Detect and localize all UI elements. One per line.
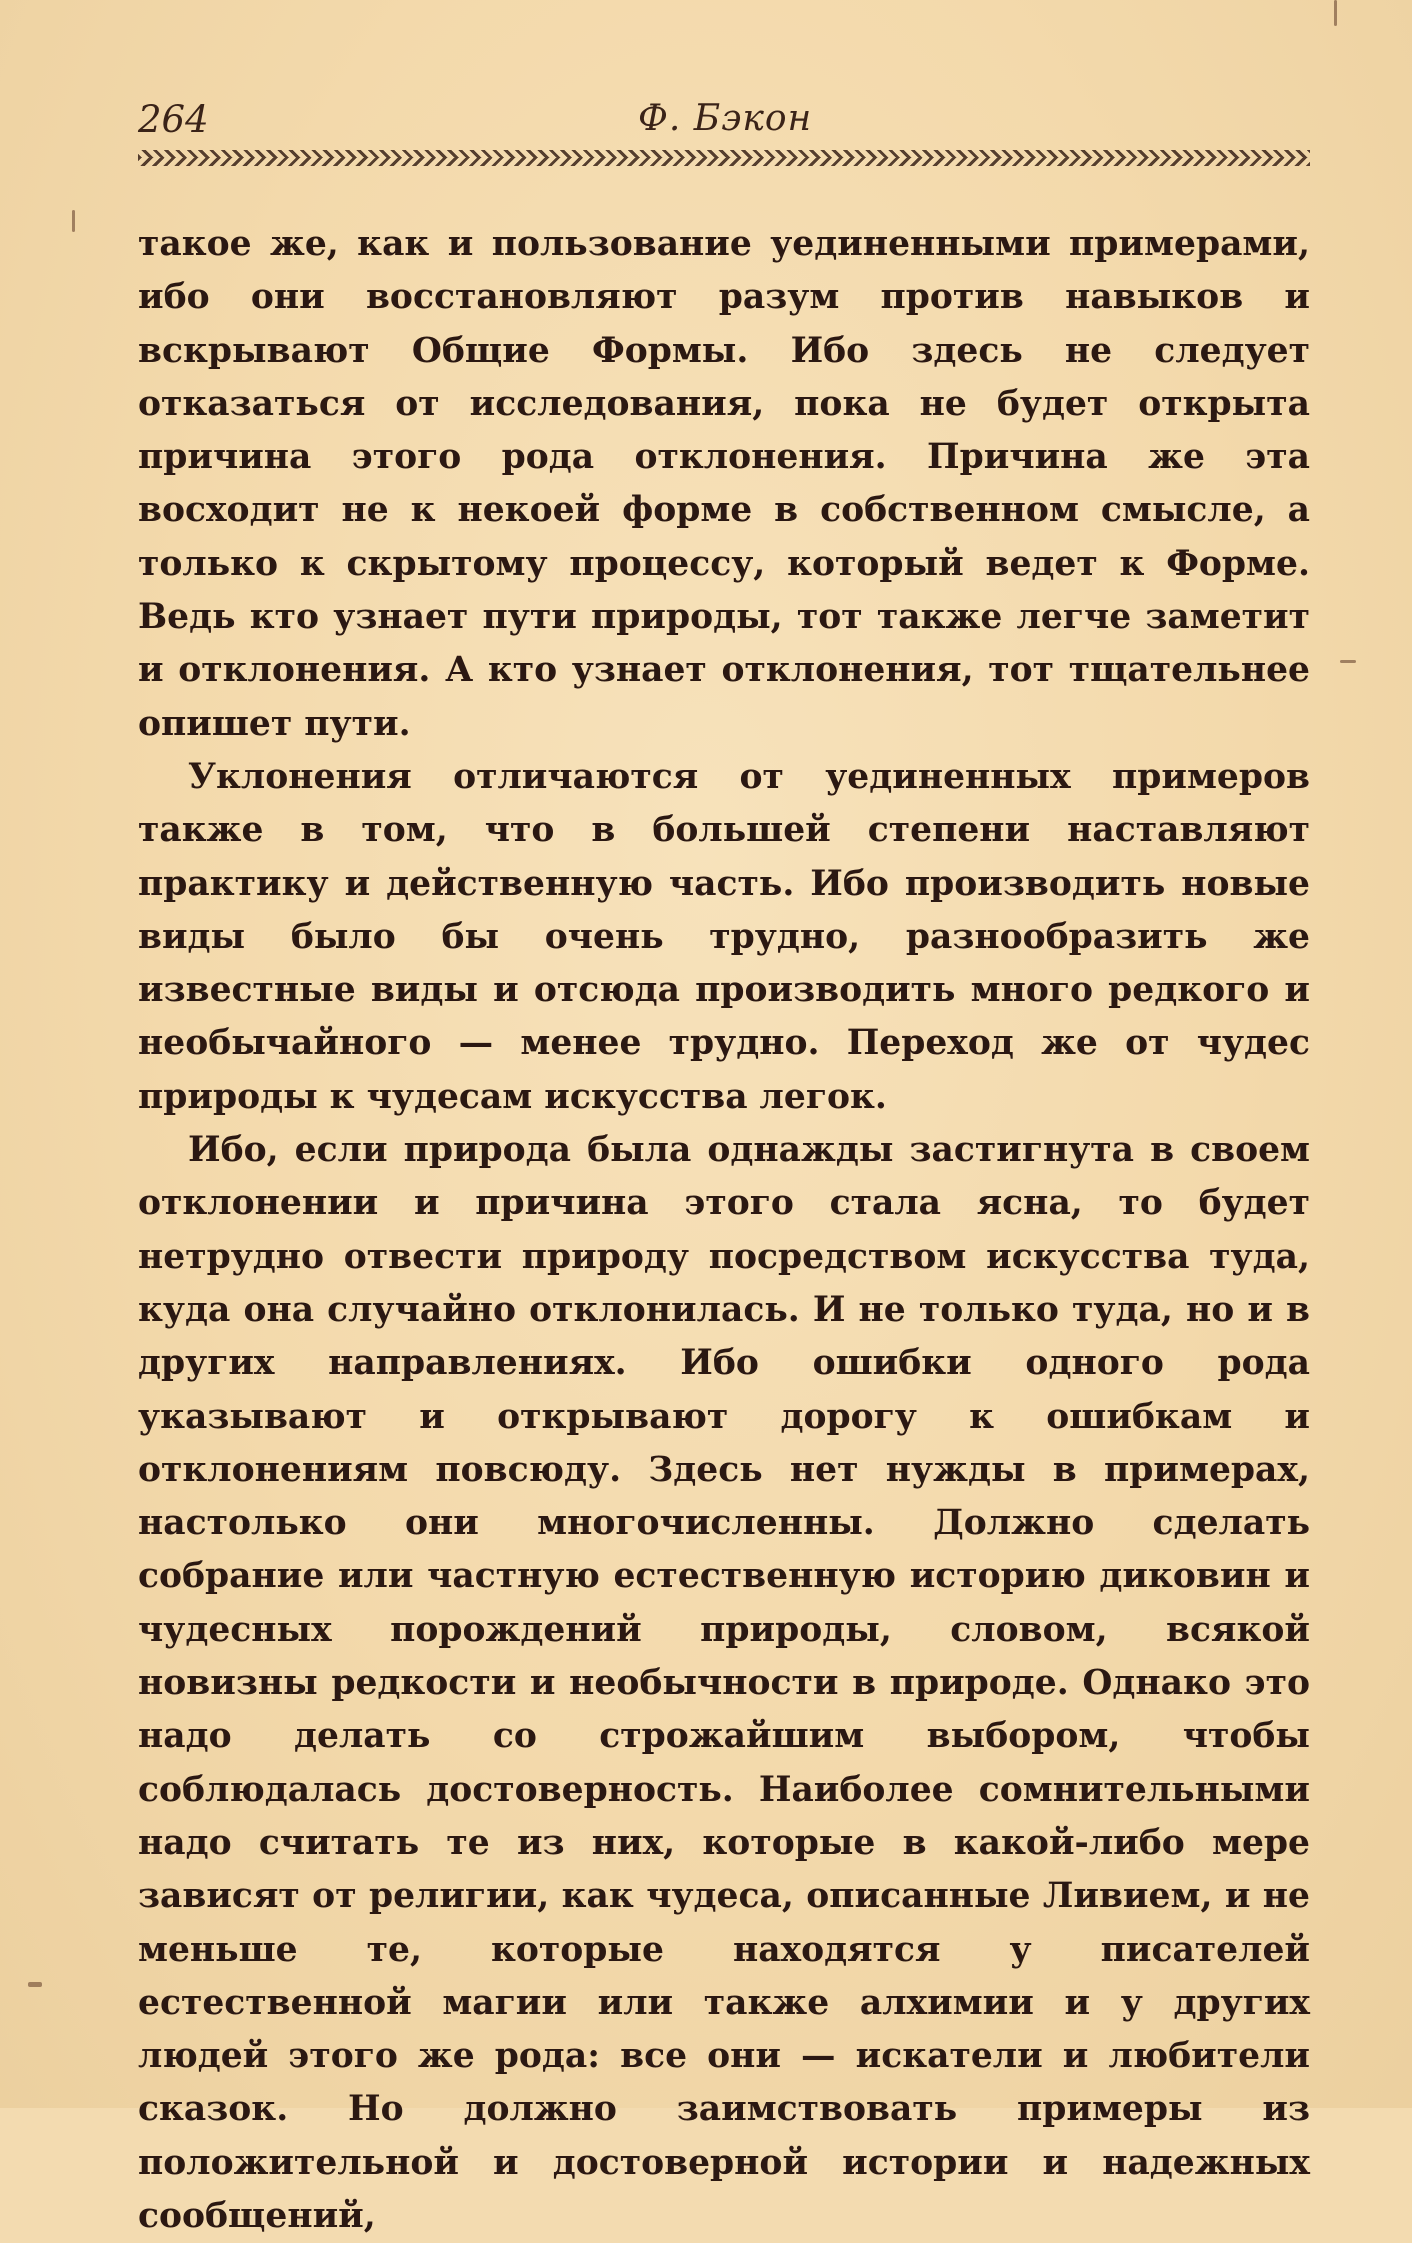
- paragraph-1: такое же, как и пользование уединенными примерами, ибо они восстановляют разум против навыков и вскрывают Общие Формы. Ибо здесь не следует отказаться от исследования, пока не будет открыта причина этого рода отклонения. Причина же эта восходит не к некоей форме в собственном смысле, а только к скрытому процессу, который ведет к Форме. Ведь кто узнает пути природы, тот также легче заметит и отклонения. А кто узнает отклонения, тот тщательнее опишет пути.: [138, 224, 1310, 744]
- running-head: [138, 92, 1310, 148]
- scan-speck: [1340, 660, 1356, 663]
- page-number: 264: [138, 98, 209, 141]
- ornamental-rule: [138, 150, 1310, 166]
- running-title: Ф. Бэкон: [638, 98, 813, 139]
- paragraph-2: Уклонения отличаются от уединенных примеров также в том, что в большей степени наставляют практику и действенную часть. Ибо производить новые виды было бы очень трудно, разнообразить же известные виды и отсюда производить много редкого и необычайного — менее трудно. Переход же от чудес природы к чудесам искусства легок.: [138, 756, 1310, 1117]
- scan-speck: [28, 1982, 42, 1987]
- scan-speck: [72, 210, 75, 232]
- scan-speck: [1334, 0, 1337, 26]
- body-text: [138, 218, 1310, 2243]
- paragraph-3: Ибо, если природа была однажды застигнута в своем отклонении и причина этого стала ясна, то будет нетрудно отвести природу посредством искусства туда, куда она случайно отклонилась. И не только туда, но и в других направлениях. Ибо ошибки одного рода указывают и открывают дорогу к ошибкам и отклонениям повсюду. Здесь нет нужды в примерах, настолько они многочисленны. Должно сделать собрание или частную естественную историю диковин и чудесных порождений природы, словом, всякой новизны редкости и необычности в природе. Однако это надо делать со строжайшим выбором, чтобы соблюдалась достоверность. Наиболее сомнительными надо считать те из них, которые в какой-либо мере зависят от религии, как чудеса, описанные Ливием, и не меньше те, которые находятся у писателей естественной магии или также алхимии и у других людей этого же рода: все они — искатели и любители сказок. Но должно заимствовать примеры из положительной и достоверной истории и надежных сообщений,: [138, 1130, 1310, 2236]
